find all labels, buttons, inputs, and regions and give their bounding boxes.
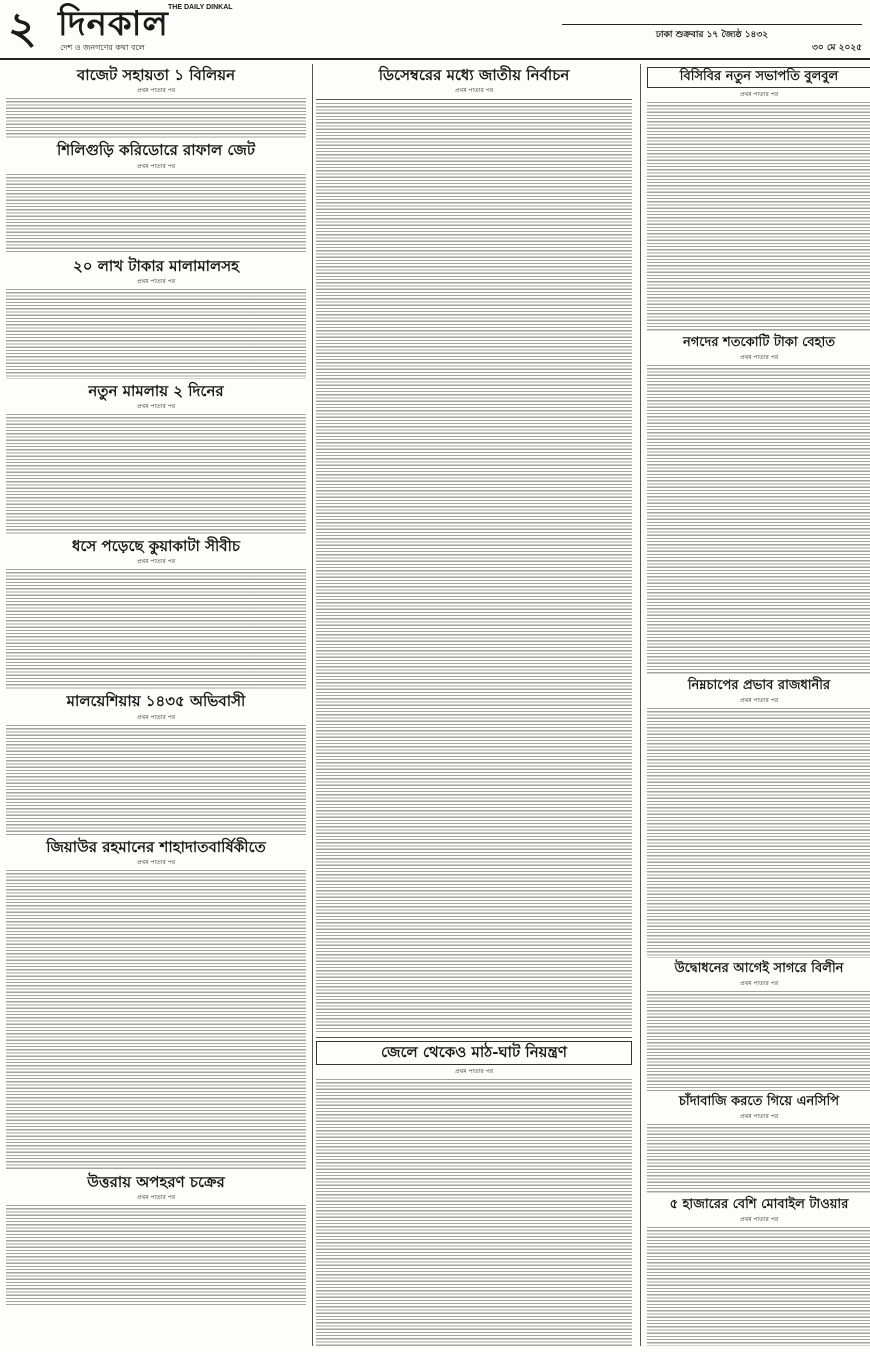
continued-label: প্রথম পাতার পর (739, 1215, 779, 1223)
article-body-placeholder (647, 365, 870, 675)
headline-drug: ২০ লাখ টাকার মালামালসহ (72, 256, 240, 275)
headline-jail: জেলে থেকেও মাঠ-ঘাট নিয়ন্ত্রণ (316, 1041, 632, 1064)
headline-case: নতুন মামলায় ২ দিনের (88, 381, 224, 400)
continued-label: প্রথম পাতার পর (136, 277, 176, 285)
article-body-placeholder (6, 289, 306, 379)
article-body-placeholder (316, 103, 632, 1033)
continued-label: প্রথম পাতার পর (739, 90, 779, 98)
continued-label: প্রথম পাতার পর (454, 1067, 494, 1075)
headline-sea: উদ্বোধনের আগেই সাগরে বিলীন (674, 960, 844, 976)
tagline: দেশ ও জনগণের কথা বলে (60, 43, 145, 52)
headline-rafale: শিলিগুড়ি করিডোরে রাফাল জেট (56, 141, 256, 160)
page-number: ২ (8, 3, 37, 54)
divider (316, 1037, 632, 1038)
article-body-placeholder (6, 174, 306, 254)
headline-tower: ৫ হাজারের বেশি মোবাইল টাওয়ার (669, 1196, 849, 1212)
headline-uttara: উত্তরায় অপহরণ চক্রের (87, 1172, 225, 1191)
dateline-bangla: ঢাকা শুক্রবার ১৭ জ্যৈষ্ঠ ১৪৩২ (562, 24, 862, 42)
headline-city: নগদের শতকোটি টাকা বেহাত (683, 334, 835, 350)
headline-bsf: বিসিবির নতুন সভাপতি বুলবুল (647, 67, 870, 88)
left-column (6, 64, 313, 1346)
headline-capital: নিম্নচাপের প্রভাব রাজধানীর (687, 677, 831, 693)
newspaper-logo-english: THE DAILY DINKAL (168, 4, 233, 11)
right-column (640, 64, 870, 1346)
article-body-placeholder (316, 1079, 632, 1347)
middle-column (316, 64, 632, 1346)
continued-label: প্রথম পাতার পর (136, 558, 176, 566)
continued-label: প্রথম পাতার পর (136, 87, 176, 95)
divider (316, 99, 632, 100)
continued-label: প্রথম পাতার পর (136, 162, 176, 170)
headline-election: ডিসেম্বরের মধ্যে জাতীয় নির্বাচন (378, 66, 570, 84)
headline-extortion: চাঁদাবাজি করতে গিয়ে এনসিপি (678, 1093, 840, 1109)
continued-label: প্রথম পাতার পর (739, 1112, 779, 1120)
headline-budget: বাজেট সহায়তা ১ বিলিয়ন (76, 66, 236, 84)
newspaper-logo: দিনকাল (58, 4, 169, 44)
article-body-placeholder (6, 870, 306, 1170)
article-body-placeholder (647, 1124, 870, 1194)
article-body-placeholder (6, 1205, 306, 1305)
headline-malaysia: মালয়েশিয়ায় ১৪৩৫ অভিবাসী (66, 692, 246, 711)
article-body-placeholder (647, 991, 870, 1091)
continued-label: প্রথম পাতার পর (454, 87, 494, 95)
masthead (0, 0, 870, 60)
article-body-placeholder (6, 98, 306, 138)
continued-label: প্রথম পাতার পর (739, 696, 779, 704)
headline-zia: জিয়াউর রহমানের শাহাদাতবার্ষিকীতে (46, 837, 266, 856)
article-body-placeholder (647, 1227, 870, 1346)
continued-label: প্রথম পাতার পর (136, 858, 176, 866)
article-body-placeholder (6, 725, 306, 835)
dateline-english: ৩০ মে ২০২৫ (811, 43, 862, 53)
article-body-placeholder (6, 414, 306, 534)
article-body-placeholder (647, 708, 870, 958)
continued-label: প্রথম পাতার পর (136, 1194, 176, 1201)
article-body-placeholder (6, 569, 306, 689)
article-body-placeholder (647, 102, 870, 332)
continued-label: প্রথম পাতার পর (739, 979, 779, 987)
headline-bridge: ধসে পড়েছে কুয়াকাটা সীবীচ (71, 537, 241, 555)
continued-label: প্রথম পাতার পর (136, 403, 176, 410)
continued-label: প্রথম পাতার পর (739, 353, 779, 361)
continued-label: প্রথম পাতার পর (136, 713, 176, 721)
